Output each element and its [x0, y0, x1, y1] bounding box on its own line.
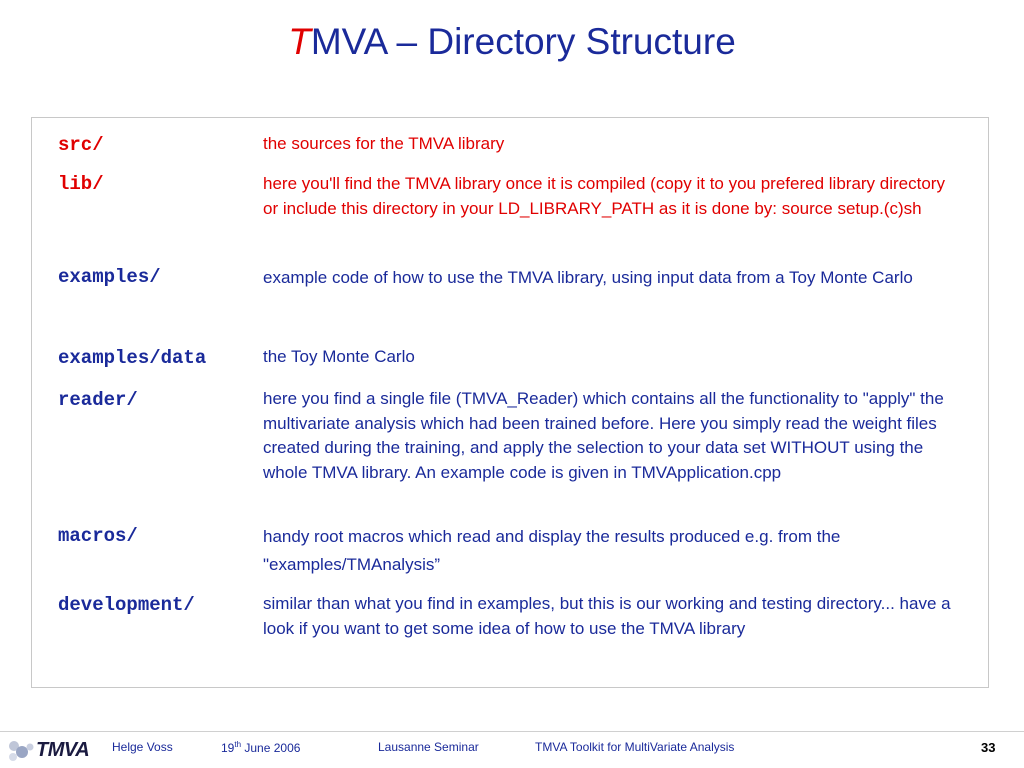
desc-lib: here you'll find the TMVA library once it is compiled (copy it to you prefered library directory or include this directory in your LD_LIBRARY_PATH as it is done by: source setup.(c)sh [263, 174, 945, 218]
dir-reader: reader/ [58, 389, 138, 411]
title-rest: MVA – Directory Structure [310, 21, 736, 62]
footer-date [221, 740, 300, 755]
tmva-logo [6, 736, 94, 764]
footer-event: Lausanne Seminar [378, 740, 479, 754]
page-number: 33 [981, 740, 996, 755]
dir-examples-data: examples/data [58, 347, 207, 369]
date-rest: June 2006 [241, 741, 301, 755]
footer-divider [0, 731, 1024, 732]
desc-src: the sources for the TMVA library [263, 134, 505, 153]
desc-reader: here you find a single file (TMVA_Reader) which contains all the functionality to "apply" the multivariate analysis which had been trained before. Here you simply read the weight files created during the training, and apply the selection to your data set WITHOUT using the whole TMVA library. An example code is given in TMVApplication.cpp [263, 389, 944, 482]
dir-src: src/ [58, 134, 104, 156]
footer [0, 728, 1024, 768]
slide-title [0, 20, 1024, 64]
logo-text: TMVA [36, 739, 90, 761]
date-day: 19 [221, 741, 235, 755]
dir-macros: macros/ [58, 525, 138, 547]
logo-circles-icon [6, 738, 36, 764]
date-sup: th [234, 740, 242, 749]
dir-development: development/ [58, 594, 195, 616]
footer-author: Helge Voss [112, 740, 173, 754]
desc-examples: example code of how to use the TMVA library, using input data from a Toy Monte Carlo [263, 268, 913, 287]
desc-development: similar than what you find in examples, but this is our working and testing directory... have a look if you want to get some idea of how to use the TMVA library [263, 594, 951, 638]
title-prefix: T [288, 21, 311, 62]
footer-subtitle: TMVA Toolkit for MultiVariate Analysis [535, 740, 735, 754]
desc-macros: handy root macros which read and display the results produced e.g. from the "examples/TMAnalysis” [263, 527, 841, 574]
dir-examples: examples/ [58, 266, 161, 288]
desc-examples-data: the Toy Monte Carlo [263, 347, 415, 366]
dir-lib: lib/ [58, 173, 104, 195]
